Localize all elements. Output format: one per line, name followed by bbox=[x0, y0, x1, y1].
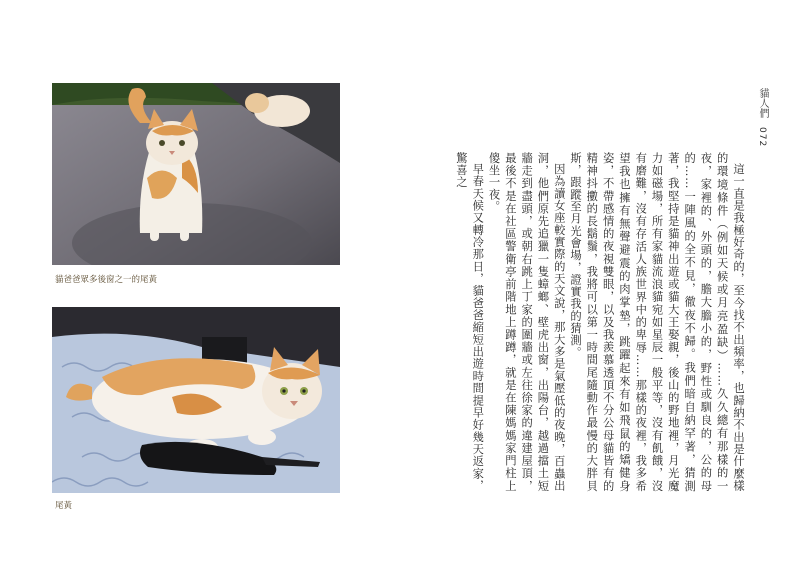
paragraph-1: 這一直是我極好奇的，至今找不出頻率，也歸納不出是什麼樣的環境條件（例如天候或月亮盈缺）……久久總有那樣的一夜，家裡的、外頭的，膽大膽小的，野性或馴良的，公的母的……一陣風的全不見，徹夜不歸。我們暗自納罕著，猜測著，我堅持是貓神出遊或貓大王娶親，後山的野地裡，月光魔力如磁場，所有家貓流浪貓宛如星辰一般平等，沒有飢餓，沒有磨難，沒有存活人族世界中的卑辱……那樣的夜裡，我多希望我也擁有無聲避震的肉掌墊，跳躍起來有如飛鼠的矯健身姿，不帶感情的夜視雙眼，以及我羨慕透頂不分公母貓皆有的精神抖擻的長鬍鬚，我將可以第一時間尾隨動作最慢的大胖貝斯，跟蹤至月光會場，證實我的猜測。 bbox=[569, 152, 745, 492]
running-header bbox=[755, 88, 770, 147]
photo1-caption: 貓爸爸眾多後窗之一的尾黃 bbox=[55, 275, 158, 285]
paragraph-2: 因為讀女座較實際的天文說，那大多是氣壓低的夜晚，百蟲出洞，他們原先追獵一隻蟑螂、壁虎出窗，出陽台，越過擋土短牆走到盡頭，或朝右跳上丁家的圍牆或左往徐家的違建屋頂，最後不是在社區警衛亭前階地上蹲蹲，就是在陳媽媽家門柱上傻坐一夜。 bbox=[487, 152, 566, 492]
photo2-caption: 尾黃 bbox=[55, 501, 73, 511]
page-number: 072 bbox=[757, 127, 767, 148]
cat-photo-pavement bbox=[52, 83, 340, 265]
cat-photo-lying bbox=[52, 307, 340, 493]
body-text bbox=[454, 152, 746, 492]
paragraph-3: 早春天候又轉冷那日，貓爸爸縮短出遊時間提早好幾天返家，驚喜之 bbox=[454, 152, 485, 492]
section-title: 貓人們 bbox=[757, 88, 768, 118]
